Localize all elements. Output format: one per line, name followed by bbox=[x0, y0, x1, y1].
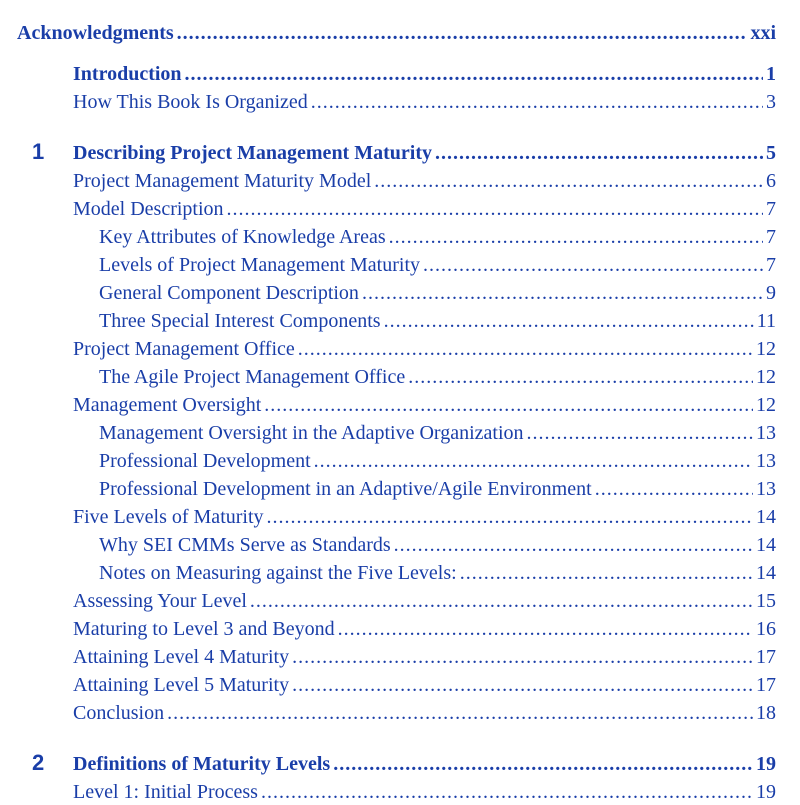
toc-entry-title: Acknowledgments bbox=[17, 22, 174, 44]
leader-dots bbox=[435, 140, 763, 166]
toc-entry-page: 19 bbox=[756, 781, 776, 803]
toc-entry-conclusion[interactable] bbox=[73, 700, 776, 726]
toc-entry-general-component-description[interactable] bbox=[99, 280, 776, 306]
toc-entry-page: 17 bbox=[756, 646, 776, 668]
toc-entry-professional-development[interactable] bbox=[99, 448, 776, 474]
toc-entry-title: Level 1: Initial Process bbox=[73, 781, 258, 803]
toc-entry-page: 7 bbox=[766, 254, 776, 276]
leader-dots bbox=[460, 560, 753, 586]
toc-entry-page: 5 bbox=[766, 142, 776, 164]
toc-entry-page: 13 bbox=[756, 450, 776, 472]
toc-entry-assessing-your-level[interactable] bbox=[73, 588, 776, 614]
leader-dots bbox=[250, 588, 753, 614]
toc-entry-page: 12 bbox=[756, 366, 776, 388]
leader-dots bbox=[227, 196, 763, 222]
leader-dots bbox=[338, 616, 753, 642]
toc-entry-title: Introduction bbox=[73, 63, 182, 85]
chapter-number: 1 bbox=[32, 139, 45, 164]
leader-dots bbox=[185, 61, 763, 87]
leader-dots bbox=[314, 448, 753, 474]
toc-entry-attaining-level-4[interactable] bbox=[73, 644, 776, 670]
toc-entry-key-attributes[interactable] bbox=[99, 224, 776, 250]
toc-entry-page: 6 bbox=[766, 170, 776, 192]
toc-entry-title: Professional Development in an Adaptive/Agile Environment bbox=[99, 478, 592, 500]
leader-dots bbox=[374, 168, 763, 194]
toc-entry-levels-of-pm-maturity[interactable] bbox=[99, 252, 776, 278]
toc-entry-five-levels-of-maturity[interactable] bbox=[73, 504, 776, 530]
toc-entry-title: General Component Description bbox=[99, 282, 359, 304]
toc-entry-notes-on-measuring[interactable] bbox=[99, 560, 776, 586]
toc-entry-title: Attaining Level 4 Maturity bbox=[73, 646, 290, 668]
toc-entry-why-sei-cmms[interactable] bbox=[99, 532, 776, 558]
toc-entry-maturing-to-level-3[interactable] bbox=[73, 616, 776, 642]
toc-entry-title: Conclusion bbox=[73, 702, 165, 724]
leader-dots bbox=[423, 252, 763, 278]
toc-entry-title: The Agile Project Management Office bbox=[99, 366, 406, 388]
leader-dots bbox=[177, 20, 748, 46]
toc-entry-page: 16 bbox=[756, 618, 776, 640]
leader-dots bbox=[292, 672, 753, 698]
toc-entry-chapter-1[interactable] bbox=[73, 140, 776, 166]
toc-entry-introduction[interactable] bbox=[73, 61, 776, 87]
leader-dots bbox=[408, 364, 753, 390]
leader-dots bbox=[384, 308, 754, 334]
toc-entry-title: Assessing Your Level bbox=[73, 590, 247, 612]
leader-dots bbox=[362, 280, 763, 306]
leader-dots bbox=[292, 644, 753, 670]
toc-entry-page: 7 bbox=[766, 226, 776, 248]
toc-entry-agile-pmo[interactable] bbox=[99, 364, 776, 390]
toc-entry-page: 12 bbox=[756, 394, 776, 416]
toc-entry-page: 9 bbox=[766, 282, 776, 304]
toc-entry-page: 1 bbox=[766, 63, 776, 85]
leader-dots bbox=[264, 392, 753, 418]
toc-entry-page: 14 bbox=[756, 534, 776, 556]
toc-entry-attaining-level-5[interactable] bbox=[73, 672, 776, 698]
toc-entry-title: Three Special Interest Components bbox=[99, 310, 381, 332]
toc-entry-page: 7 bbox=[766, 198, 776, 220]
leader-dots bbox=[527, 420, 753, 446]
toc-entry-title: Describing Project Management Maturity bbox=[73, 142, 432, 164]
leader-dots bbox=[167, 700, 753, 726]
toc-entry-page: 18 bbox=[756, 702, 776, 724]
toc-entry-project-management-maturity-model[interactable] bbox=[73, 168, 776, 194]
toc-entry-page: 3 bbox=[766, 91, 776, 113]
toc-entry-title: Key Attributes of Knowledge Areas bbox=[99, 226, 386, 248]
toc-entry-how-this-book-is-organized[interactable] bbox=[73, 89, 776, 115]
toc-entry-title: Project Management Office bbox=[73, 338, 295, 360]
toc-entry-page: 15 bbox=[756, 590, 776, 612]
toc-entry-three-special-interest-components[interactable] bbox=[99, 308, 776, 334]
chapter-number: 2 bbox=[32, 750, 45, 775]
toc-entry-acknowledgments[interactable] bbox=[17, 20, 776, 46]
leader-dots bbox=[394, 532, 753, 558]
leader-dots bbox=[261, 779, 753, 805]
toc-entry-title: Five Levels of Maturity bbox=[73, 506, 264, 528]
toc-entry-page: 13 bbox=[756, 422, 776, 444]
toc-entry-project-management-office[interactable] bbox=[73, 336, 776, 362]
toc-entry-title: Management Oversight bbox=[73, 394, 262, 416]
toc-entry-page: 14 bbox=[756, 506, 776, 528]
toc-entry-page: 12 bbox=[756, 338, 776, 360]
toc-entry-title: Management Oversight in the Adaptive Organization bbox=[99, 422, 524, 444]
toc-entry-title: Attaining Level 5 Maturity bbox=[73, 674, 290, 696]
leader-dots bbox=[333, 751, 753, 777]
toc-entry-title: Notes on Measuring against the Five Levels: bbox=[99, 562, 457, 584]
toc-entry-model-description[interactable] bbox=[73, 196, 776, 222]
toc-entry-title: Levels of Project Management Maturity bbox=[99, 254, 421, 276]
leader-dots bbox=[389, 224, 763, 250]
toc-entry-page: 11 bbox=[756, 310, 776, 332]
toc-entry-oversight-adaptive-org[interactable] bbox=[99, 420, 776, 446]
toc-entry-title: How This Book Is Organized bbox=[73, 91, 308, 113]
toc-entry-chapter-2[interactable] bbox=[73, 751, 776, 777]
leader-dots bbox=[595, 476, 753, 502]
toc-entry-management-oversight[interactable] bbox=[73, 392, 776, 418]
toc-entry-page: 13 bbox=[756, 478, 776, 500]
toc-entry-title: Why SEI CMMs Serve as Standards bbox=[99, 534, 391, 556]
toc-entry-page: 19 bbox=[756, 753, 776, 775]
toc-entry-page: 14 bbox=[756, 562, 776, 584]
toc-entry-title: Project Management Maturity Model bbox=[73, 170, 372, 192]
leader-dots bbox=[311, 89, 763, 115]
toc-entry-level-1-initial-process[interactable] bbox=[73, 779, 776, 805]
toc-entry-page: xxi bbox=[750, 22, 776, 44]
leader-dots bbox=[267, 504, 753, 530]
toc-entry-title: Definitions of Maturity Levels bbox=[73, 753, 331, 775]
toc-entry-title: Professional Development bbox=[99, 450, 311, 472]
toc-entry-page: 17 bbox=[756, 674, 776, 696]
toc-entry-professional-development-agile[interactable] bbox=[99, 476, 776, 502]
toc-entry-title: Maturing to Level 3 and Beyond bbox=[73, 618, 335, 640]
toc-entry-title: Model Description bbox=[73, 198, 224, 220]
leader-dots bbox=[298, 336, 753, 362]
